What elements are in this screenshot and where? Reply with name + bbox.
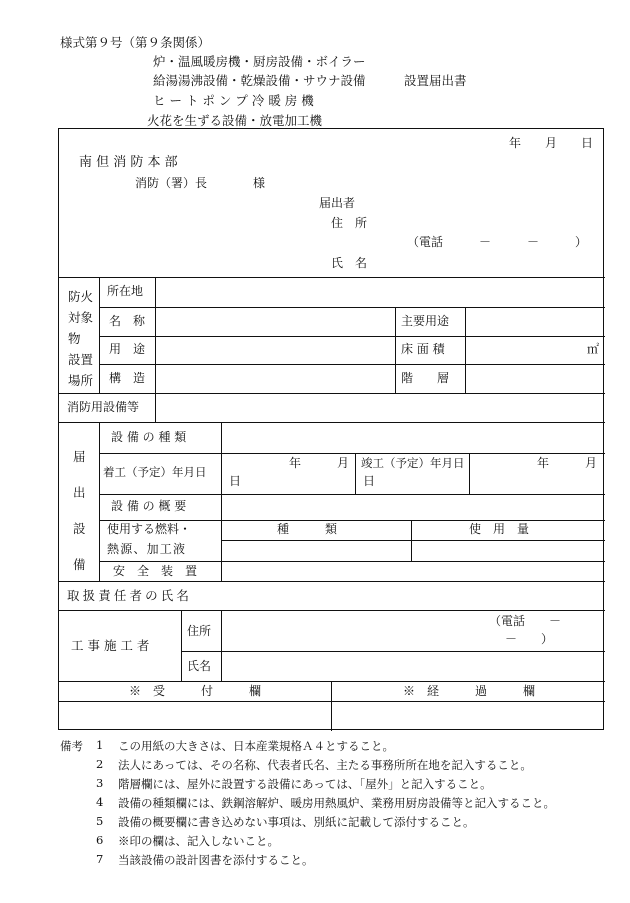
recipient-line-1: 南 但 消 防 本 部 xyxy=(79,155,178,170)
note-text: 階層欄には、屋外に設置する設備にあっては、「屋外」と記入すること。 xyxy=(118,777,492,791)
note-number: 5 xyxy=(96,814,104,828)
note-number: 2 xyxy=(96,757,104,771)
note-number: 1 xyxy=(96,738,104,752)
fire-equipment-label: 消防用設備等 xyxy=(67,400,140,414)
title-suffix: 設置届出書 xyxy=(404,73,467,88)
note-number: 6 xyxy=(96,833,104,847)
contractor-phone-line-1[interactable]: （電話 － xyxy=(489,614,562,628)
note-text: 法人にあっては、その名称、代表者氏名、主たる事務所所在地を記入すること。 xyxy=(118,758,532,772)
honorific: 様 xyxy=(253,176,266,190)
applicant-phone[interactable]: （電話 － － ） xyxy=(407,235,588,249)
completion-date-day: 日 xyxy=(363,474,376,488)
title-line-1: 炉・温風暖房機・厨房設備・ボイラー xyxy=(153,54,366,69)
form-number: 様式第９号（第９条関係） xyxy=(60,35,211,50)
completion-date-value[interactable]: 年 月 xyxy=(537,456,598,470)
completion-date-label: 竣工（予定）年月日 xyxy=(361,456,465,470)
use-label: 用 途 xyxy=(109,342,146,356)
floor-area-label: 床 面 積 xyxy=(401,342,445,356)
note-number: 7 xyxy=(96,852,104,866)
equipment-outline-label: 設 備 の 概 要 xyxy=(111,499,187,513)
notes-label: 備考 xyxy=(60,739,83,753)
title-line-3: ヒ ー ト ポ ン プ 冷 暖 房 機 xyxy=(153,93,314,108)
applicant-label: 届出者 xyxy=(319,196,356,210)
start-date-value[interactable]: 年 月 xyxy=(289,456,350,470)
location-label: 所在地 xyxy=(107,284,144,298)
start-date-label: 着工（予定）年月日 xyxy=(103,465,207,479)
note-text: この用紙の大きさは、日本産業規格Ａ４とすること。 xyxy=(118,739,394,753)
fuel-kind-header: 種 類 xyxy=(277,522,338,536)
contractor-phone-line-2[interactable]: － ） xyxy=(505,632,554,646)
equipment-kind-label: 設 備 の 種 類 xyxy=(111,430,187,444)
contractor-address-label: 住所 xyxy=(187,624,212,638)
start-date-day: 日 xyxy=(229,474,242,488)
object-side-label: 防火 対象 物 設置 場所 xyxy=(68,289,94,388)
title-line-2: 給湯湯沸設備・乾燥設備・サウナ設備 xyxy=(153,73,366,88)
contractor-name-label: 氏名 xyxy=(187,659,212,673)
safety-device-label: 安 全 装 置 xyxy=(113,564,198,578)
unit-m2: ㎡ xyxy=(587,342,600,356)
recipient-line-2: 消防（署）長 xyxy=(135,176,208,190)
fuel-label-line-2: 熱源、加工液 xyxy=(107,542,187,556)
note-text: 設備の概要欄に書き込めない事項は、別紙に記載して添付すること。 xyxy=(118,815,475,829)
reception-column-header: ※ 受 付 欄 xyxy=(129,684,262,698)
main-use-label: 主要用途 xyxy=(401,314,450,328)
structure-label: 構 造 xyxy=(109,371,146,385)
note-text: 設備の種類欄には、鉄鋼溶解炉、暖房用熱風炉、業務用厨房設備等と記入すること。 xyxy=(118,796,555,810)
form-table xyxy=(58,128,604,730)
floors-label: 階 層 xyxy=(401,371,450,385)
fuel-amount-header: 使 用 量 xyxy=(469,522,530,536)
manager-label: 取扱責任者の氏名 xyxy=(67,588,193,603)
date-field[interactable]: 年 月 日 xyxy=(509,136,594,150)
applicant-name-label: 氏 名 xyxy=(331,256,368,270)
name-label: 名 称 xyxy=(109,314,146,328)
reception-field[interactable] xyxy=(60,703,330,729)
note-text: 当該設備の設計図書を添付すること。 xyxy=(118,853,314,867)
progress-column-header: ※ 経 過 欄 xyxy=(403,684,536,698)
notification-side-label: 届 出 設 備 xyxy=(73,449,86,572)
title-line-4: 火花を生ずる設備・放電加工機 xyxy=(147,113,323,128)
fuel-label-line-1: 使用する燃料・ xyxy=(107,522,192,536)
progress-field[interactable] xyxy=(333,703,603,729)
note-text: ※印の欄は、記入しないこと。 xyxy=(118,834,279,848)
contractor-label: 工 事 施 工 者 xyxy=(71,638,150,653)
applicant-address-label: 住 所 xyxy=(331,216,368,230)
note-number: 4 xyxy=(96,795,104,809)
note-number: 3 xyxy=(96,776,104,790)
